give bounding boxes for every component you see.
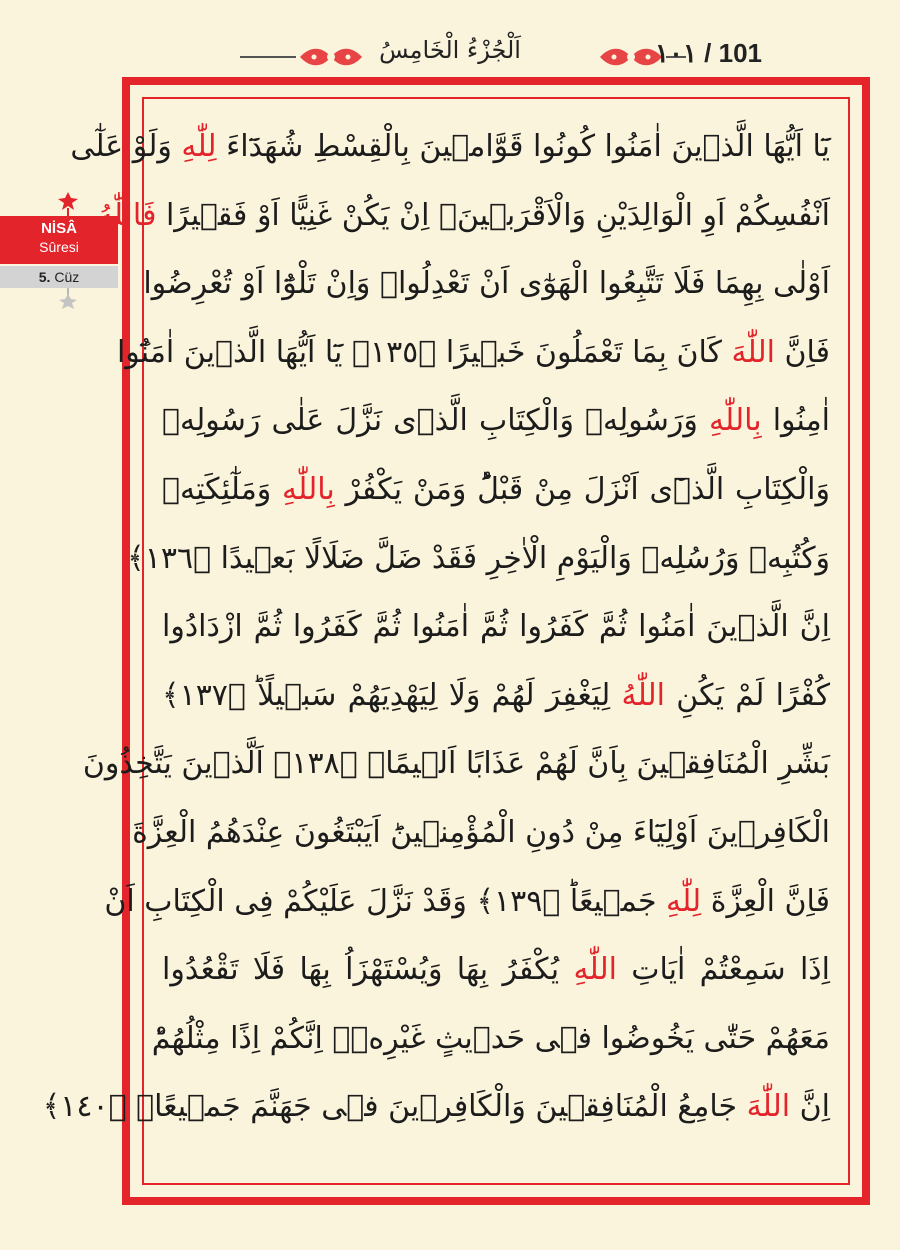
divine-name: بِاللّٰهِ (282, 471, 335, 507)
divine-name: اللّٰهَ (746, 1089, 791, 1125)
verse-line: وَكُتُبِهٖ وَرُسُلِهٖ وَالْيَوْمِ الْاٰخِرِ فَقَدْ ضَلَّ ضَلَالًا بَعٖيدًا ﴿١٣٦﴾ (127, 540, 830, 576)
fleur-icon (56, 190, 80, 216)
divine-name: لِلّٰهِ (666, 883, 702, 919)
surah-label: Sûresi (39, 239, 79, 255)
divine-name: بِاللّٰهِ (708, 403, 762, 439)
verse-line: اِنَّ الَّذٖينَ اٰمَنُوا ثُمَّ كَفَرُوا ثُمَّ اٰمَنُوا ثُمَّ كَفَرُوا ثُمَّ ازْدَادُوا (162, 609, 830, 645)
divine-name: فَاللّٰهُ (97, 197, 157, 233)
verse-line: اَنْفُسِكُمْ اَوِ الْوَالِدَيْنِ وَالْاَقْرَبٖينَۚ اِنْ يَكُنْ غَنِيًّا اَوْ فَقٖيرًا فَاللّٰهُ (97, 197, 830, 233)
juz-label: Cüz (54, 269, 80, 285)
verse-line: اَوْلٰى بِهِمَا فَلَا تَتَّبِعُوا الْهَوٰٓى اَنْ تَعْدِلُواۚ وَاِنْ تَلْوُٓا اَوْ تُعْرِضُوا (143, 266, 830, 302)
verse-line: اِنَّ اللّٰهَ جَامِعُ الْمُنَافِقٖينَ وَالْكَافِرٖينَ فٖى جَهَنَّمَ جَمٖيعًاۙ ﴿١٤٠﴾ (42, 1089, 830, 1125)
divine-name: اللّٰهَ (731, 334, 775, 370)
verse-line: بَشِّرِ الْمُنَافِقٖينَ بِاَنَّ لَهُمْ عَذَابًا اَلٖيمًاۙ ﴿١٣٨﴾ اَلَّذٖينَ يَتَّخِذُونَ (82, 746, 830, 782)
verse-line: اِذَا سَمِعْتُمْ اٰيَاتِ اللّٰهِ يُكْفَرُ بِهَا وَيُسْتَهْزَاُ بِهَا فَلَا تَقْعُدُوا (162, 952, 830, 988)
juz-number: 5. (38, 269, 51, 285)
juz-box (0, 266, 118, 288)
verse-line: فَاِنَّ الْعِزَّةَ لِلّٰهِ جَمٖيعًاؕ ﴿١٣٩﴾ وَقَدْ نَزَّلَ عَلَيْكُمْ فِى الْكِتَابِ اَنْ (104, 883, 830, 919)
divine-name: لِلّٰهِ (181, 129, 217, 164)
divine-name: اللّٰهُ (621, 677, 665, 713)
verse-line: كُفْرًا لَمْ يَكُنِ اللّٰهُ لِيَغْفِرَ لَهُمْ وَلَا لِيَهْدِيَهُمْ سَبٖيلًاؕ ﴿١٣٧﴾ (162, 677, 830, 713)
verse-line: مَعَهُمْ حَتّٰى يَخُوضُوا فٖى حَدٖيثٍ غَيْرِهٖۘ اِنَّكُمْ اِذًا مِثْلُهُمْؕ (151, 1020, 830, 1056)
fleur-bottom-icon (58, 288, 78, 312)
verse-line: وَالْكِتَابِ الَّذٖٓى اَنْزَلَ مِنْ قَبْلُؕ وَمَنْ يَكْفُرْ بِاللّٰهِ وَمَلٰٓئِكَتِهٖ (162, 471, 830, 507)
verse-line: الْكَافِرٖينَ اَوْلِيَٓاءَ مِنْ دُونِ الْمُؤْمِنٖينَؕ اَيَبْتَغُونَ عِنْدَهُمُ الْعِزَّةَ (132, 814, 830, 850)
page-number: ١٠١ / 101 (655, 38, 762, 68)
juz-title: اَلْجُزْءُ الْخَامِسُ (379, 36, 521, 64)
divine-name: اللّٰهِ (573, 952, 617, 988)
page-header (0, 30, 900, 80)
surah-name: NİSÂ (41, 220, 77, 237)
verse-line: فَاِنَّ اللّٰهَ كَانَ بِمَا تَعْمَلُونَ خَبٖيرًا ﴿١٣٥﴾ يَٓا اَيُّهَا الَّذٖينَ اٰمَنُٓوا (116, 334, 830, 370)
verse-line: اٰمِنُوا بِاللّٰهِ وَرَسُولِهٖ وَالْكِتَابِ الَّذٖى نَزَّلَ عَلٰى رَسُولِهٖ (162, 403, 830, 439)
verse-line: يَٓا اَيُّهَا الَّذٖينَ اٰمَنُوا كُونُوا قَوَّامٖينَ بِالْقِسْطِ شُهَدَٓاءَ لِلّٰهِ وَلَوْ عَلٰٓى (70, 129, 830, 164)
